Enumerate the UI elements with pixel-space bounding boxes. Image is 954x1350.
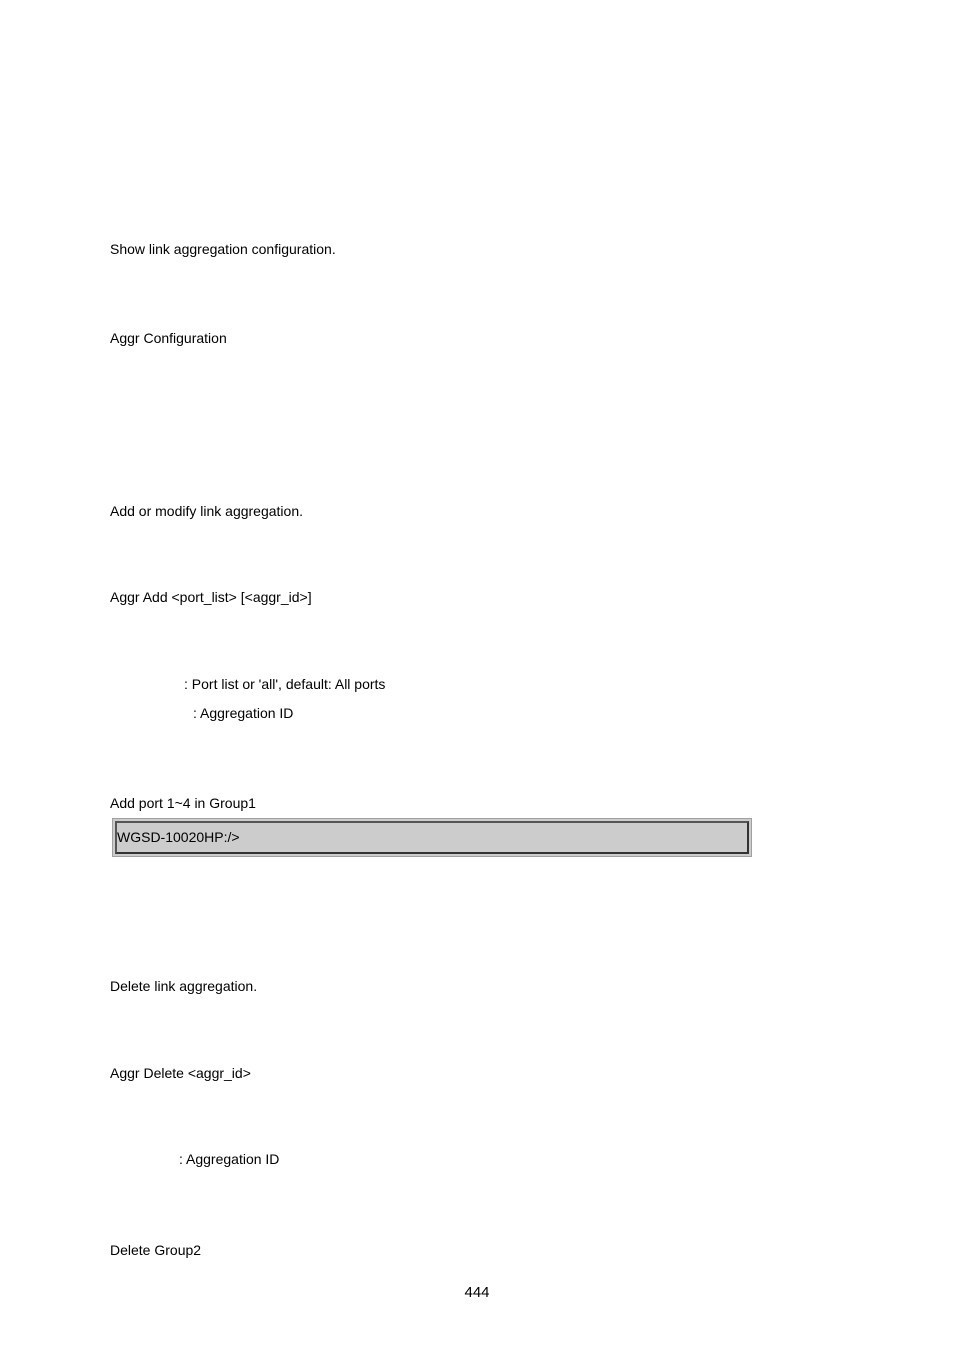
add-param-aggr-id: : Aggregation ID: [193, 705, 294, 721]
delete-param-aggr-id: : Aggregation ID: [179, 1151, 280, 1167]
add-example-title: Add port 1~4 in Group1: [110, 795, 256, 811]
show-description: Show link aggregation configuration.: [110, 241, 336, 257]
command-example-box: [112, 818, 752, 857]
add-description: Add or modify link aggregation.: [110, 503, 303, 519]
page-number: 444: [464, 1284, 490, 1301]
delete-description: Delete link aggregation.: [110, 978, 258, 994]
show-syntax: Aggr Configuration: [110, 330, 227, 346]
add-param-port-list: : Port list or 'all', default: All ports: [184, 676, 386, 692]
delete-syntax: Aggr Delete <aggr_id>: [110, 1065, 251, 1081]
add-syntax: Aggr Add <port_list> [<aggr_id>]: [110, 589, 312, 605]
command-prompt: WGSD-10020HP:/>: [117, 829, 240, 845]
delete-example-title: Delete Group2: [110, 1242, 202, 1258]
